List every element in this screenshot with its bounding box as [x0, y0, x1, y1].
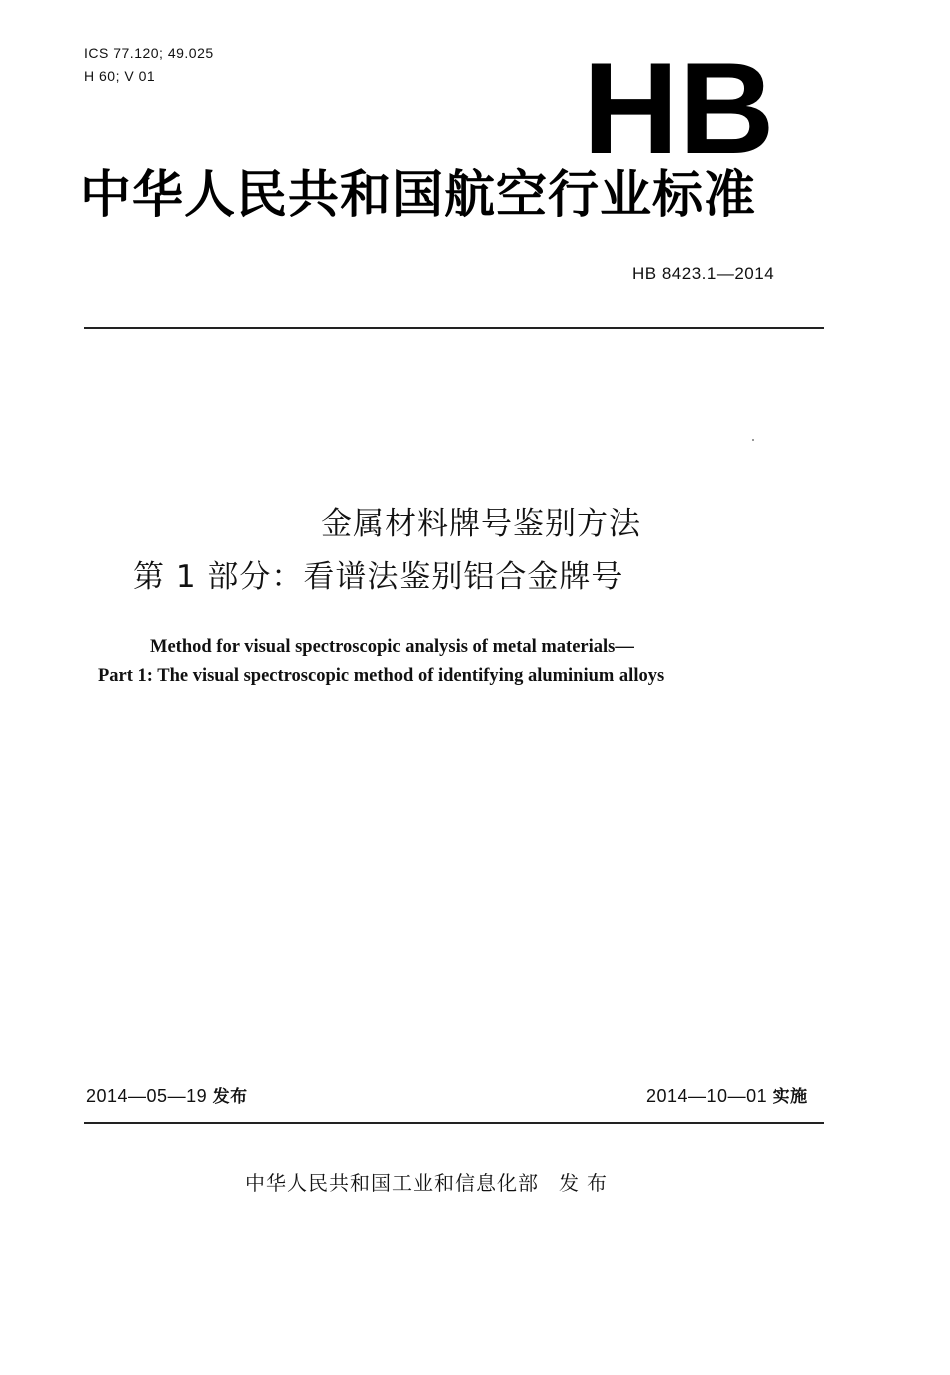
classification-codes [84, 42, 214, 88]
hb-logo: HB [583, 35, 775, 181]
issue-date-block [86, 1082, 248, 1107]
issuer-name: 中华人民共和国工业和信息化部 [245, 1171, 539, 1195]
implement-label: 实施 [772, 1087, 808, 1107]
zh-title-line2: 第 1 部分：看谱法鉴别铝合金牌号 [133, 559, 624, 595]
en-title-line2: Part 1: The visual spectroscopic method of identifying aluminium alloys [98, 666, 665, 686]
standard-category: 中华人民共和国航空行业标准 [80, 166, 757, 225]
ics-code: ICS 77.120; 49.025 [84, 45, 214, 61]
ccs-code: H 60; V 01 [84, 68, 156, 84]
issuer-block [245, 1167, 615, 1196]
speck [752, 439, 754, 441]
en-title-line1: Method for visual spectroscopic analysis of metal materials— [150, 637, 634, 657]
implement-date: 2014—10—01 [646, 1086, 768, 1106]
header-divider [84, 327, 824, 329]
issue-date: 2014—05—19 [86, 1086, 208, 1106]
standard-number: HB 8423.1—2014 [632, 264, 775, 283]
implement-date-block [646, 1082, 808, 1107]
footer-divider [84, 1122, 824, 1124]
zh-title-line1: 金属材料牌号鉴别方法 [321, 506, 641, 542]
issuer-action: 发布 [559, 1171, 615, 1195]
issue-label: 发布 [212, 1087, 248, 1107]
